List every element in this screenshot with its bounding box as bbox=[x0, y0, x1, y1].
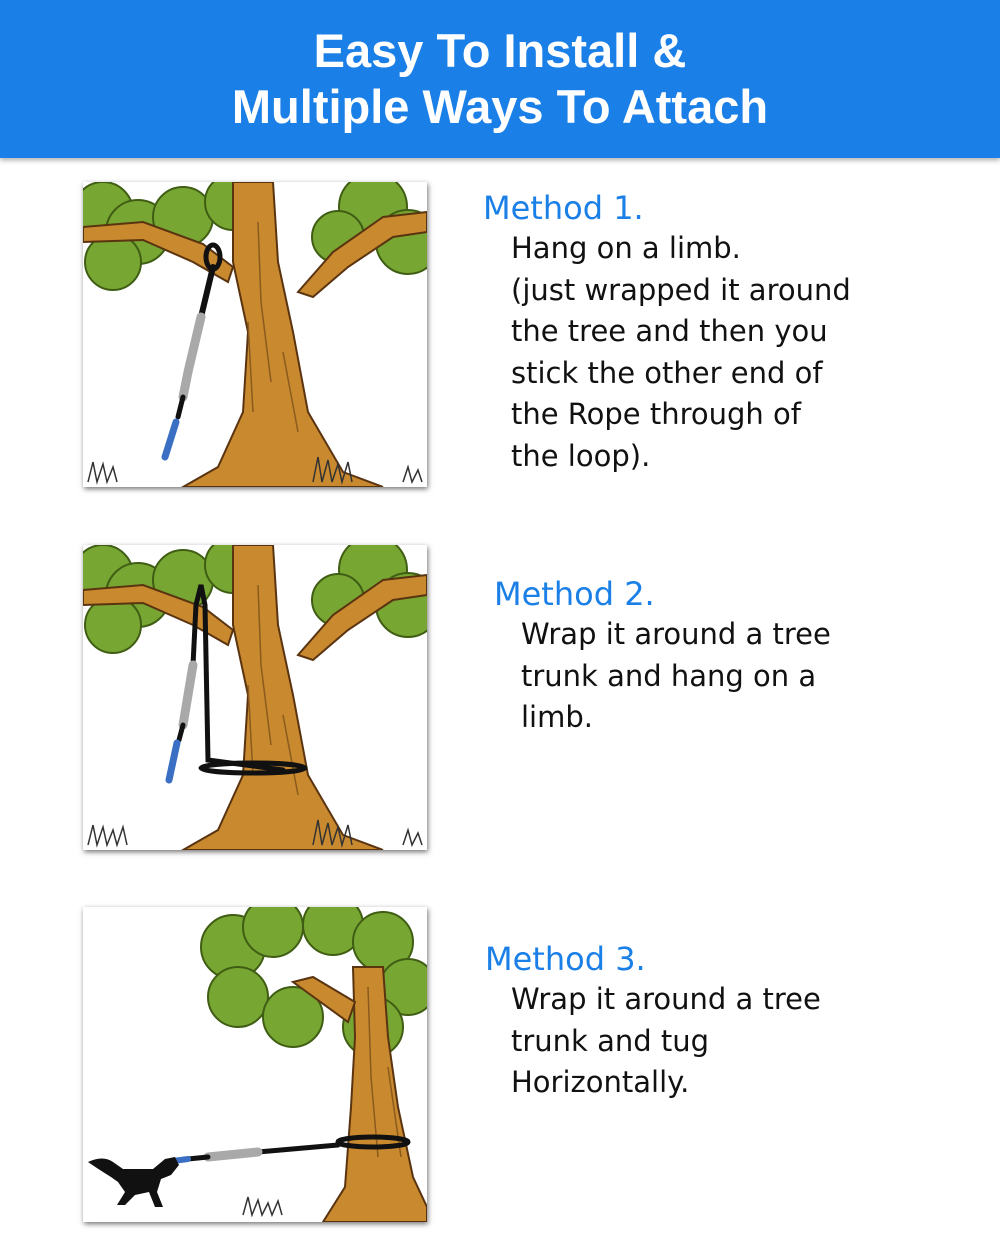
banner-title-line-1: Easy To Install & bbox=[313, 24, 687, 77]
method-1-block bbox=[483, 188, 851, 477]
method-1-illustration bbox=[83, 182, 427, 487]
banner-title-line-2: Multiple Ways To Attach bbox=[231, 80, 769, 133]
dog-silhouette bbox=[88, 1157, 179, 1207]
method-3-description: Wrap it around a tree trunk and tug Horizontally. bbox=[511, 982, 821, 1099]
method-3-block bbox=[485, 939, 821, 1104]
method-2-illustration bbox=[83, 545, 427, 850]
method-2-description: Wrap it around a tree trunk and hang on a limb. bbox=[521, 617, 831, 734]
method-3-illustration bbox=[83, 907, 427, 1222]
header-banner bbox=[0, 0, 1000, 158]
tree-limb-rope-image bbox=[83, 182, 427, 487]
method-1-description: Hang on a limb. (just wrapped it around the tree and then you stick the other end of the Rope through of the loop). bbox=[511, 231, 851, 473]
tree-dog-tug-image bbox=[83, 907, 427, 1222]
method-2-title: Method 2. bbox=[494, 575, 655, 613]
method-1-title: Method 1. bbox=[483, 189, 644, 227]
method-3-title: Method 3. bbox=[485, 940, 646, 978]
method-2-block bbox=[494, 574, 831, 739]
tree-wrap-limb-rope-image bbox=[83, 545, 427, 850]
